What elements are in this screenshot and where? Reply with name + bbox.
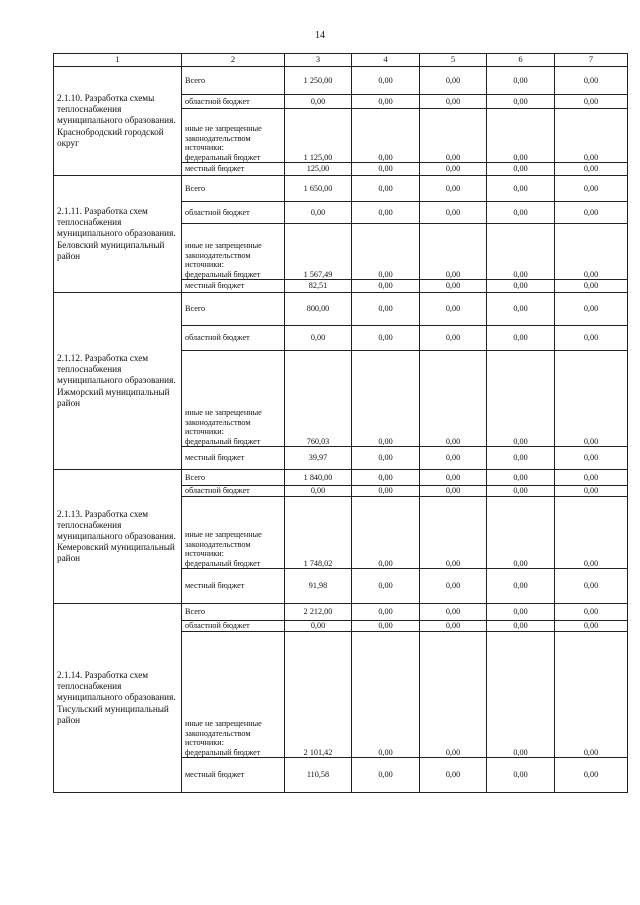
amount-cell: 0,00: [555, 224, 628, 280]
amount-cell: 0,00: [420, 67, 487, 95]
source-label: Всего: [182, 470, 285, 486]
amount-cell: 0,00: [420, 293, 487, 326]
column-header: 2: [182, 54, 285, 67]
amount-cell: 0,00: [352, 109, 420, 163]
amount-cell: 0,00: [487, 163, 555, 176]
amount-cell: 0,00: [487, 351, 555, 447]
amount-cell: 39,97: [285, 447, 352, 470]
amount-cell: 0,00: [352, 95, 420, 109]
column-header: 7: [555, 54, 628, 67]
amount-cell: 0,00: [420, 497, 487, 569]
amount-cell: 0,00: [555, 109, 628, 163]
amount-cell: 1 840,00: [285, 470, 352, 486]
amount-cell: 0,00: [420, 176, 487, 202]
amount-cell: 0,00: [487, 293, 555, 326]
amount-cell: 0,00: [555, 569, 628, 604]
federal-budget-label: федеральный бюджет: [185, 558, 261, 568]
other-sources-label: иные не запрещенные законодательством источники:: [185, 124, 262, 153]
measure-name: 2.1.11. Разработка схем теплоснабжения муниципального образования. Беловский муниципальный район: [54, 176, 182, 293]
amount-cell: 0,00: [555, 497, 628, 569]
amount-cell: 0,00: [487, 280, 555, 293]
amount-cell: 0,00: [352, 470, 420, 486]
amount-cell: 0,00: [487, 109, 555, 163]
amount-cell: 0,00: [420, 758, 487, 793]
amount-cell: 0,00: [487, 224, 555, 280]
source-label: местный бюджет: [182, 758, 285, 793]
amount-cell: 0,00: [420, 470, 487, 486]
source-label: местный бюджет: [182, 163, 285, 176]
amount-cell: 0,00: [285, 621, 352, 632]
amount-cell: 0,00: [352, 163, 420, 176]
federal-budget-label: федеральный бюджет: [185, 436, 261, 446]
page-number: 14: [315, 30, 325, 41]
amount-cell: 0,00: [487, 202, 555, 224]
source-label: [182, 224, 285, 280]
budget-table: [53, 53, 628, 793]
amount-cell: 125,00: [285, 163, 352, 176]
column-header: 3: [285, 54, 352, 67]
amount-cell: 0,00: [420, 604, 487, 621]
amount-cell: 0,00: [555, 326, 628, 351]
amount-cell: 0,00: [352, 224, 420, 280]
amount-cell: 0,00: [555, 470, 628, 486]
amount-cell: 0,00: [487, 67, 555, 95]
amount-cell: 0,00: [555, 67, 628, 95]
amount-cell: 0,00: [352, 202, 420, 224]
amount-cell: 1 125,00: [285, 109, 352, 163]
amount-cell: 0,00: [420, 163, 487, 176]
amount-cell: 91,98: [285, 569, 352, 604]
amount-cell: 0,00: [352, 293, 420, 326]
header-row: [54, 54, 628, 67]
amount-cell: 0,00: [352, 351, 420, 447]
amount-cell: 0,00: [420, 486, 487, 497]
amount-cell: 0,00: [352, 632, 420, 758]
source-label: Всего: [182, 176, 285, 202]
column-header: 5: [420, 54, 487, 67]
amount-cell: 0,00: [487, 758, 555, 793]
other-sources-label: иные не запрещенные законодательством источники:: [185, 241, 262, 270]
source-label: областной бюджет: [182, 95, 285, 109]
amount-cell: 0,00: [420, 632, 487, 758]
amount-cell: 0,00: [555, 632, 628, 758]
amount-cell: 2 212,00: [285, 604, 352, 621]
amount-cell: 0,00: [487, 470, 555, 486]
amount-cell: 0,00: [487, 176, 555, 202]
column-header: 4: [352, 54, 420, 67]
column-header: 6: [487, 54, 555, 67]
other-sources-label: иные не запрещенные законодательством источники:: [185, 719, 262, 748]
amount-cell: 0,00: [555, 604, 628, 621]
amount-cell: 0,00: [420, 202, 487, 224]
amount-cell: 0,00: [555, 163, 628, 176]
amount-cell: 1 250,00: [285, 67, 352, 95]
table-row: [54, 604, 628, 621]
amount-cell: 0,00: [555, 758, 628, 793]
amount-cell: 0,00: [352, 326, 420, 351]
table-row: [54, 470, 628, 486]
amount-cell: 0,00: [555, 176, 628, 202]
source-label: областной бюджет: [182, 326, 285, 351]
amount-cell: 0,00: [352, 621, 420, 632]
amount-cell: 0,00: [420, 326, 487, 351]
source-label: местный бюджет: [182, 569, 285, 604]
amount-cell: 0,00: [352, 447, 420, 470]
amount-cell: 0,00: [487, 604, 555, 621]
source-label: областной бюджет: [182, 486, 285, 497]
other-sources-label: иные не запрещенные законодательством источники:: [185, 530, 262, 559]
amount-cell: 0,00: [555, 486, 628, 497]
amount-cell: 82,51: [285, 280, 352, 293]
amount-cell: 760,03: [285, 351, 352, 447]
amount-cell: 0,00: [487, 497, 555, 569]
amount-cell: 0,00: [420, 569, 487, 604]
source-label: [182, 497, 285, 569]
amount-cell: 0,00: [285, 95, 352, 109]
federal-budget-label: федеральный бюджет: [185, 152, 261, 162]
amount-cell: 0,00: [352, 758, 420, 793]
amount-cell: 0,00: [487, 95, 555, 109]
amount-cell: 0,00: [420, 621, 487, 632]
amount-cell: 0,00: [420, 95, 487, 109]
measure-name: 2.1.14. Разработка схем теплоснабжения муниципального образования. Тисульский муниципальный район: [54, 604, 182, 793]
amount-cell: 0,00: [420, 109, 487, 163]
measure-name: 2.1.13. Разработка схем теплоснабжения муниципального образования. Кемеровский муниципальный район: [54, 470, 182, 604]
amount-cell: 0,00: [555, 95, 628, 109]
source-label: областной бюджет: [182, 621, 285, 632]
source-label: [182, 351, 285, 447]
measure-name: 2.1.10. Разработка схемы теплоснабжения муниципального образования. Краснобродский городской округ: [54, 67, 182, 176]
amount-cell: 0,00: [555, 351, 628, 447]
amount-cell: 0,00: [487, 569, 555, 604]
amount-cell: 0,00: [555, 447, 628, 470]
amount-cell: 800,00: [285, 293, 352, 326]
amount-cell: 0,00: [352, 604, 420, 621]
source-label: Всего: [182, 293, 285, 326]
source-label: [182, 109, 285, 163]
amount-cell: 1 748,02: [285, 497, 352, 569]
table-row: [54, 67, 628, 95]
amount-cell: 110,58: [285, 758, 352, 793]
table-row: [54, 176, 628, 202]
amount-cell: 0,00: [420, 447, 487, 470]
amount-cell: 0,00: [555, 280, 628, 293]
amount-cell: 0,00: [555, 202, 628, 224]
amount-cell: 0,00: [487, 326, 555, 351]
amount-cell: 1 650,00: [285, 176, 352, 202]
amount-cell: 0,00: [352, 497, 420, 569]
amount-cell: 0,00: [555, 293, 628, 326]
amount-cell: 0,00: [487, 621, 555, 632]
other-sources-label: иные не запрещенные законодательством источники:: [185, 408, 262, 437]
amount-cell: 0,00: [352, 569, 420, 604]
amount-cell: 0,00: [420, 280, 487, 293]
amount-cell: 0,00: [352, 486, 420, 497]
amount-cell: 0,00: [420, 224, 487, 280]
amount-cell: 0,00: [285, 326, 352, 351]
source-label: Всего: [182, 604, 285, 621]
amount-cell: 0,00: [555, 621, 628, 632]
amount-cell: 0,00: [487, 447, 555, 470]
amount-cell: 0,00: [352, 176, 420, 202]
amount-cell: 1 567,49: [285, 224, 352, 280]
amount-cell: 2 101,42: [285, 632, 352, 758]
amount-cell: 0,00: [352, 280, 420, 293]
source-label: Всего: [182, 67, 285, 95]
federal-budget-label: федеральный бюджет: [185, 269, 261, 279]
measure-name: 2.1.12. Разработка схем теплоснабжения муниципального образования. Ижморский муниципальный район: [54, 293, 182, 470]
amount-cell: 0,00: [285, 486, 352, 497]
source-label: местный бюджет: [182, 447, 285, 470]
column-header: 1: [54, 54, 182, 67]
federal-budget-label: федеральный бюджет: [185, 747, 261, 757]
amount-cell: 0,00: [487, 632, 555, 758]
source-label: местный бюджет: [182, 280, 285, 293]
source-label: [182, 632, 285, 758]
amount-cell: 0,00: [352, 67, 420, 95]
source-label: областной бюджет: [182, 202, 285, 224]
table-row: [54, 293, 628, 326]
amount-cell: 0,00: [285, 202, 352, 224]
amount-cell: 0,00: [487, 486, 555, 497]
amount-cell: 0,00: [420, 351, 487, 447]
